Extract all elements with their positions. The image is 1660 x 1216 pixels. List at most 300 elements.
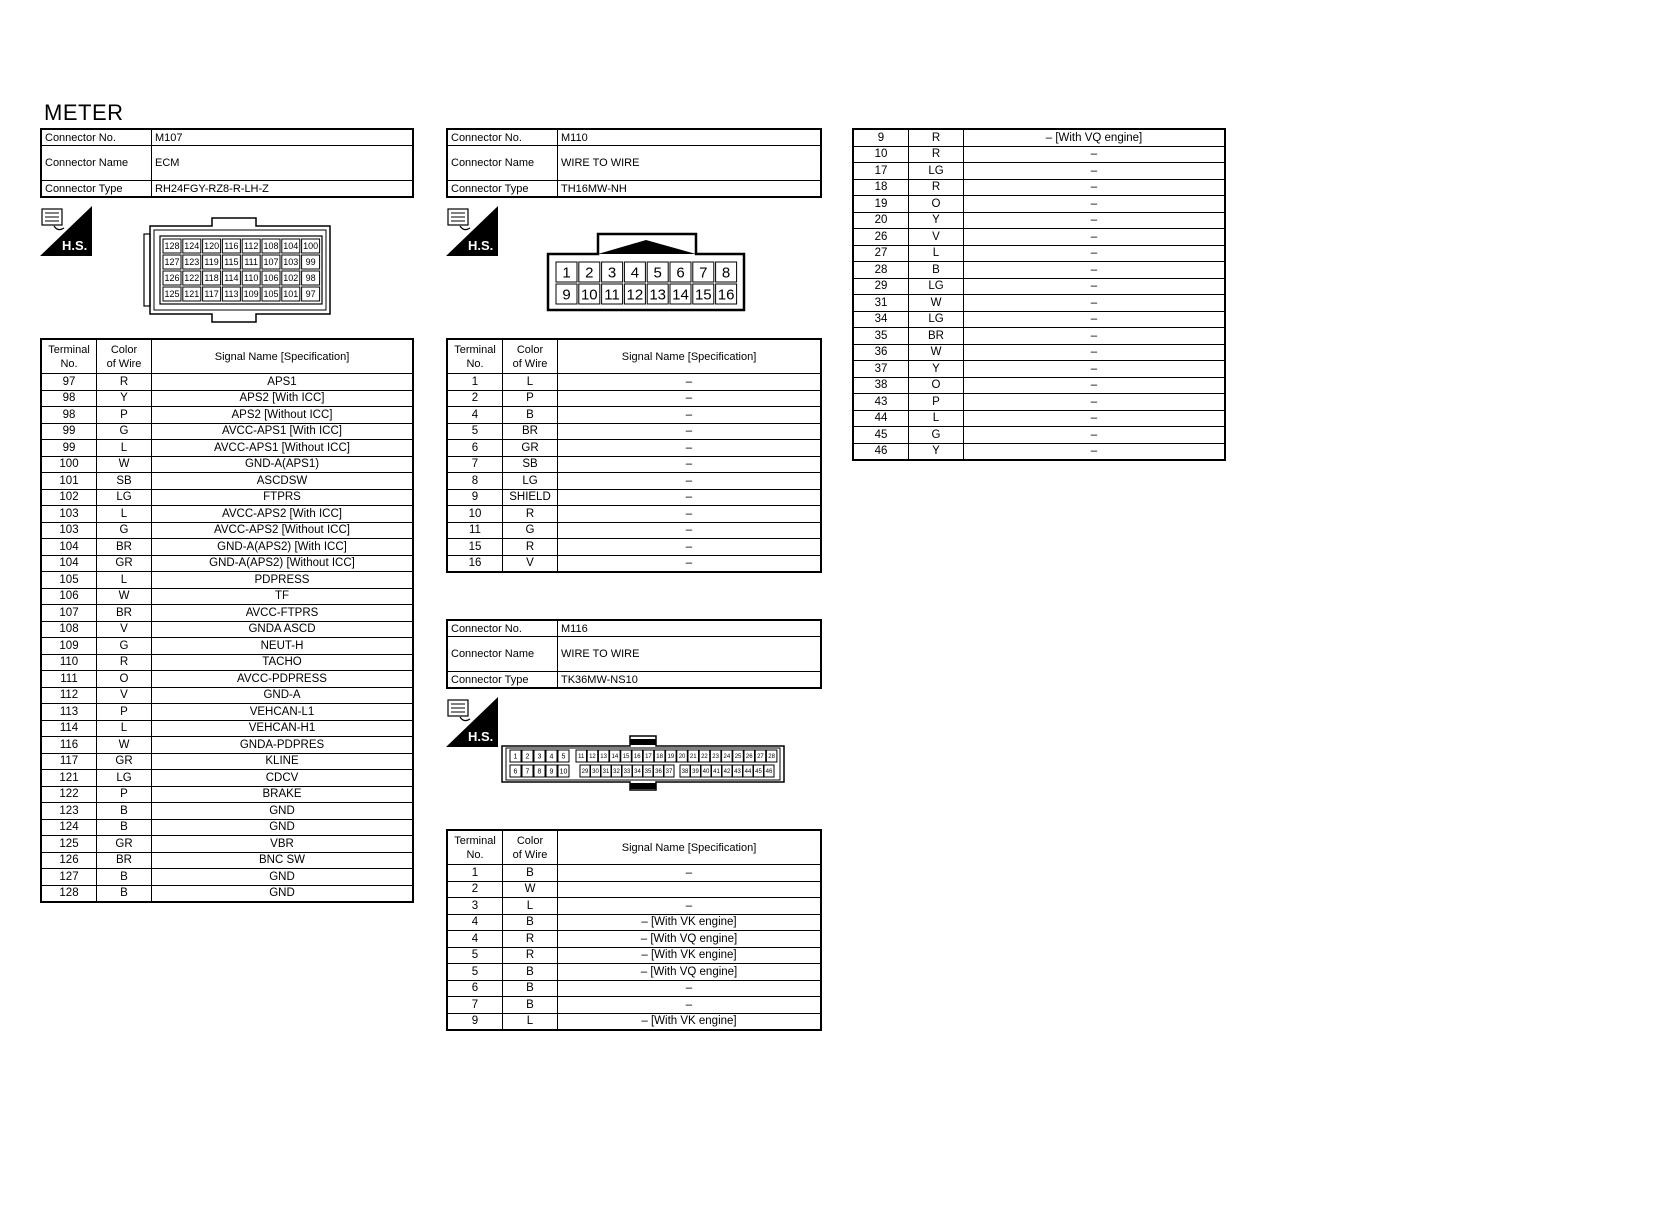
table-row [853, 163, 1225, 180]
signal-name-cell: APS2 [Without ICC] [152, 407, 414, 424]
signal-name-cell: – [964, 163, 1226, 180]
pin-number: 36 [655, 769, 662, 776]
pin-number: 38 [681, 769, 689, 776]
wire-color-cell: B [97, 885, 152, 902]
wire-color-cell: W [909, 344, 964, 361]
wire-color-cell: B [503, 914, 558, 931]
wire-color-cell: L [503, 1013, 558, 1030]
pin-number: 124 [184, 241, 200, 252]
signal-name-cell: – [964, 377, 1226, 394]
wire-color-cell: BR [97, 605, 152, 622]
table-row [853, 344, 1225, 361]
terminal-cell: 3 [447, 898, 503, 915]
pin-number: 16 [717, 286, 735, 304]
table-row [447, 407, 821, 424]
wire-color-cell: O [909, 196, 964, 213]
wire-color-cell: P [97, 704, 152, 721]
terminal-cell: 44 [853, 410, 909, 427]
terminal-cell: 2 [447, 881, 503, 898]
signal-name-cell: – [964, 179, 1226, 196]
signal-name-cell: – [964, 262, 1226, 279]
table-row [447, 522, 821, 539]
wire-color-cell: P [909, 394, 964, 411]
terminal-cell: 9 [447, 489, 503, 506]
signal-name-cell: – [558, 390, 822, 407]
connector-no-label: Connector No. [41, 129, 152, 146]
table-row [41, 555, 413, 572]
m110-terminal-table [446, 338, 822, 573]
wire-color-cell: G [503, 522, 558, 539]
table-row [41, 671, 413, 688]
table-row [447, 374, 821, 391]
signal-name-cell: – [558, 980, 822, 997]
terminal-cell: 98 [41, 390, 97, 407]
wire-color-cell: B [97, 869, 152, 886]
table-row [853, 212, 1225, 229]
pin-number: 97 [305, 289, 316, 300]
signal-name-cell: – [964, 410, 1226, 427]
pin-number: 15 [694, 286, 712, 304]
connector-name-label: Connector Name [447, 637, 558, 672]
pin-number: 101 [283, 289, 299, 300]
table-row [41, 374, 413, 391]
terminal-cell: 35 [853, 328, 909, 345]
wire-color-cell: V [503, 555, 558, 572]
pin-number: 40 [702, 769, 710, 776]
pin-number: 106 [263, 273, 279, 284]
signal-name-cell: AVCC-APS2 [With ICC] [152, 506, 414, 523]
pin-number: 5 [561, 753, 566, 761]
wire-color-cell: BR [97, 539, 152, 556]
wire-color-cell: R [909, 179, 964, 196]
table-row [41, 687, 413, 704]
signal-name-cell: BRAKE [152, 786, 414, 803]
terminal-cell: 117 [41, 753, 97, 770]
wire-color-cell: LG [97, 770, 152, 787]
terminal-cell: 112 [41, 687, 97, 704]
terminal-cell: 100 [41, 456, 97, 473]
pin-number: 121 [184, 289, 200, 300]
m107-connector-type: RH24FGY-RZ8-R-LH-Z [152, 181, 414, 198]
table-row [447, 865, 821, 882]
table-row [853, 129, 1225, 146]
signal-name-cell: – [558, 374, 822, 391]
m110-connector-name: WIRE TO WIRE [558, 146, 822, 181]
table-row [853, 410, 1225, 427]
wire-color-cell: P [97, 786, 152, 803]
signal-name-cell: GND-A(APS2) [Without ICC] [152, 555, 414, 572]
table-row [853, 295, 1225, 312]
table-row [41, 885, 413, 902]
pin-number: 110 [244, 273, 259, 284]
table-row [447, 440, 821, 457]
signal-name-cell: CDCV [152, 770, 414, 787]
pin-number: 13 [600, 754, 607, 761]
page-title: METER [44, 100, 124, 125]
terminal-cell: 128 [41, 885, 97, 902]
pin-number: 24 [723, 754, 731, 761]
wire-color-cell: O [909, 377, 964, 394]
pin-number: 128 [164, 241, 180, 252]
table-row [447, 506, 821, 523]
signal-name-cell: AVCC-APS1 [With ICC] [152, 423, 414, 440]
signal-name-cell: ASCDSW [152, 473, 414, 490]
terminal-cell: 121 [41, 770, 97, 787]
table-row [447, 423, 821, 440]
signal-name-cell: APS2 [With ICC] [152, 390, 414, 407]
pin-number: 9 [562, 286, 571, 304]
pin-number: 28 [768, 754, 775, 761]
terminal-cell: 103 [41, 522, 97, 539]
table-row [41, 770, 413, 787]
pin-number: 39 [692, 769, 699, 776]
table-row [41, 621, 413, 638]
signal-name-cell: FTPRS [152, 489, 414, 506]
pin-number: 33 [623, 769, 631, 776]
wire-color-cell: B [97, 803, 152, 820]
signal-name-cell: GND [152, 869, 414, 886]
signal-name-cell: – [With VK engine] [558, 914, 822, 931]
wire-color-cell: B [503, 980, 558, 997]
terminal-cell: 1 [447, 865, 503, 882]
m107-connector-diagram [140, 216, 340, 324]
terminal-cell: 6 [447, 980, 503, 997]
terminal-cell: 101 [41, 473, 97, 490]
signal-name-cell: – [964, 361, 1226, 378]
m116-connector-diagram [500, 732, 790, 792]
wire-color-cell: W [97, 588, 152, 605]
pin-number: 17 [645, 754, 652, 761]
m110-info-table [446, 128, 822, 198]
signal-name-cell: – [With VK engine] [558, 947, 822, 964]
pin-number: 12 [626, 286, 644, 304]
svg-text:H.S.: H.S. [468, 729, 494, 744]
connector-type-label: Connector Type [447, 181, 558, 198]
wire-color-cell: V [909, 229, 964, 246]
m107-connector-no: M107 [152, 129, 414, 146]
table-row [853, 361, 1225, 378]
signal-name-cell: GND [152, 885, 414, 902]
signal-name-cell: AVCC-APS2 [Without ICC] [152, 522, 414, 539]
table-row [447, 898, 821, 915]
signal-name-cell: GND-A(APS2) [With ICC] [152, 539, 414, 556]
terminal-cell: 37 [853, 361, 909, 378]
terminal-cell: 27 [853, 245, 909, 262]
terminal-header: Terminal No. [447, 339, 503, 374]
pin-number: 108 [263, 241, 279, 252]
terminal-cell: 29 [853, 278, 909, 295]
harness-side-icon [40, 206, 92, 256]
wire-color-cell: BR [503, 423, 558, 440]
signal-header: Signal Name [Specification] [558, 339, 822, 374]
wire-color-cell: R [909, 129, 964, 146]
signal-header: Signal Name [Specification] [152, 339, 414, 374]
signal-name-cell: APS1 [152, 374, 414, 391]
wire-color-cell: BR [909, 328, 964, 345]
wire-color-cell: G [97, 522, 152, 539]
pin-number: 99 [305, 257, 316, 268]
pin-number: 111 [244, 257, 259, 268]
signal-name-cell: – [964, 196, 1226, 213]
table-row [447, 390, 821, 407]
signal-name-cell: PDPRESS [152, 572, 414, 589]
signal-name-cell: NEUT-H [152, 638, 414, 655]
pin-number: 35 [644, 769, 652, 776]
signal-name-cell: GND [152, 819, 414, 836]
signal-name-cell: – [964, 443, 1226, 460]
signal-name-cell: – [558, 898, 822, 915]
wire-color-cell: LG [909, 311, 964, 328]
wire-color-cell: W [503, 881, 558, 898]
pin-number: 20 [678, 754, 686, 761]
pin-number: 102 [283, 273, 299, 284]
signal-name-cell: KLINE [152, 753, 414, 770]
table-row [41, 539, 413, 556]
pin-number: 120 [204, 241, 220, 252]
m110-connector-diagram [546, 232, 746, 312]
table-row [853, 262, 1225, 279]
signal-name-cell: AVCC-FTPRS [152, 605, 414, 622]
pin-number: 31 [602, 769, 610, 776]
table-row [41, 588, 413, 605]
signal-header: Signal Name [Specification] [558, 830, 822, 865]
signal-name-cell: – [558, 407, 822, 424]
pin-number: 122 [184, 273, 200, 284]
pin-number: 23 [712, 754, 719, 761]
signal-name-cell: TACHO [152, 654, 414, 671]
wire-color-cell: R [503, 947, 558, 964]
terminal-cell: 16 [447, 555, 503, 572]
signal-name-cell [558, 881, 822, 898]
pin-number: 100 [303, 241, 319, 252]
table-row [41, 803, 413, 820]
signal-name-cell: – [558, 539, 822, 556]
table-row [41, 522, 413, 539]
table-row [853, 394, 1225, 411]
pin-number: 41 [713, 769, 720, 776]
connector-name-label: Connector Name [41, 146, 152, 181]
signal-name-cell: GND-A [152, 687, 414, 704]
table-row [41, 506, 413, 523]
pin-number: 15 [622, 754, 630, 761]
terminal-cell: 98 [41, 407, 97, 424]
wire-color-cell: V [97, 687, 152, 704]
table-row [853, 443, 1225, 460]
signal-name-cell: – [964, 328, 1226, 345]
wire-color-cell: B [97, 819, 152, 836]
table-row [447, 980, 821, 997]
signal-name-cell: VBR [152, 836, 414, 853]
pin-number: 115 [224, 257, 239, 268]
terminal-cell: 7 [447, 997, 503, 1014]
pin-number: 27 [757, 754, 764, 761]
terminal-cell: 109 [41, 638, 97, 655]
wire-color-cell: W [97, 737, 152, 754]
signal-name-cell: – [558, 506, 822, 523]
signal-name-cell: – [964, 146, 1226, 163]
wire-color-cell: R [503, 506, 558, 523]
terminal-cell: 10 [853, 146, 909, 163]
terminal-cell: 1 [447, 374, 503, 391]
wire-color-cell: GR [97, 555, 152, 572]
pin-number: 21 [689, 754, 697, 761]
pin-number: 14 [611, 754, 619, 761]
m116-connector-name: WIRE TO WIRE [558, 637, 822, 672]
connector-type-label: Connector Type [41, 181, 152, 198]
terminal-cell: 126 [41, 852, 97, 869]
wire-color-cell: L [503, 374, 558, 391]
wire-color-cell: P [503, 390, 558, 407]
signal-name-cell: AVCC-APS1 [Without ICC] [152, 440, 414, 457]
pin-number: 11 [578, 754, 585, 761]
pin-number: 104 [283, 241, 299, 252]
wire-color-cell: LG [97, 489, 152, 506]
table-row [41, 753, 413, 770]
wire-color-cell: SB [97, 473, 152, 490]
m116-connector-type: TK36MW-NS10 [558, 672, 822, 689]
table-row [447, 473, 821, 490]
wire-color-cell: R [503, 539, 558, 556]
harness-side-icon [446, 206, 498, 256]
wire-color-cell: R [503, 931, 558, 948]
table-row [447, 947, 821, 964]
wire-color-cell: B [503, 407, 558, 424]
wire-color-cell: B [503, 997, 558, 1014]
m107-terminal-table [40, 338, 414, 903]
connector-type-label: Connector Type [447, 672, 558, 689]
terminal-cell: 97 [41, 374, 97, 391]
pin-number: 116 [224, 241, 239, 252]
wire-color-cell: G [97, 423, 152, 440]
pin-number: 9 [549, 768, 554, 776]
pin-number: 6 [513, 768, 518, 776]
table-row [41, 390, 413, 407]
terminal-cell: 26 [853, 229, 909, 246]
terminal-cell: 5 [447, 423, 503, 440]
pin-number: 123 [184, 257, 200, 268]
wire-color-cell: L [97, 572, 152, 589]
m110-connector-no: M110 [558, 129, 822, 146]
signal-name-cell: – [964, 295, 1226, 312]
terminal-cell: 9 [853, 129, 909, 146]
wire-color-cell: R [97, 374, 152, 391]
signal-name-cell: – [558, 423, 822, 440]
wire-color-cell: G [97, 638, 152, 655]
pin-number: 1 [562, 264, 571, 282]
terminal-cell: 104 [41, 555, 97, 572]
wire-color-cell: L [909, 245, 964, 262]
color-header: Color of Wire [97, 339, 152, 374]
pin-number: 114 [224, 273, 239, 284]
terminal-cell: 10 [447, 506, 503, 523]
terminal-cell: 106 [41, 588, 97, 605]
pin-number: 117 [204, 289, 219, 300]
table-row [447, 881, 821, 898]
terminal-cell: 108 [41, 621, 97, 638]
signal-name-cell: – [558, 555, 822, 572]
m110-connector-type: TH16MW-NH [558, 181, 822, 198]
terminal-cell: 114 [41, 720, 97, 737]
pin-number: 29 [581, 769, 589, 776]
wire-color-cell: Y [909, 212, 964, 229]
pin-number: 125 [164, 289, 180, 300]
signal-name-cell: – [With VQ engine] [964, 129, 1226, 146]
pin-number: 34 [634, 769, 641, 776]
wire-color-cell: W [909, 295, 964, 312]
table-row [853, 179, 1225, 196]
terminal-cell: 110 [41, 654, 97, 671]
table-row [41, 720, 413, 737]
wire-color-cell: Y [97, 390, 152, 407]
terminal-cell: 20 [853, 212, 909, 229]
signal-name-cell: GNDA ASCD [152, 621, 414, 638]
table-row [447, 931, 821, 948]
pin-number: 10 [580, 286, 598, 304]
terminal-cell: 116 [41, 737, 97, 754]
table-row [41, 638, 413, 655]
table-row [447, 555, 821, 572]
signal-name-cell: GND-A(APS1) [152, 456, 414, 473]
table-row [853, 278, 1225, 295]
pin-number: 45 [755, 769, 762, 776]
pin-number: 8 [721, 264, 731, 282]
table-row [447, 539, 821, 556]
terminal-header: Terminal No. [41, 339, 97, 374]
pin-number: 4 [630, 264, 640, 282]
pin-number: 19 [667, 754, 675, 761]
table-row [41, 786, 413, 803]
wire-color-cell: L [909, 410, 964, 427]
table-row [41, 819, 413, 836]
wire-color-cell: LG [909, 163, 964, 180]
table-row [41, 704, 413, 721]
table-row [853, 245, 1225, 262]
m116-terminal-table [446, 829, 822, 1031]
pin-number: 25 [734, 754, 742, 761]
pin-number: 44 [744, 769, 752, 776]
wire-color-cell: LG [909, 278, 964, 295]
pin-number: 103 [283, 257, 299, 268]
terminal-cell: 43 [853, 394, 909, 411]
terminal-cell: 111 [41, 671, 97, 688]
pin-number: 4 [549, 753, 554, 761]
table-row [41, 605, 413, 622]
wire-color-cell: L [97, 720, 152, 737]
pin-number: 8 [537, 768, 542, 776]
harness-side-icon [446, 697, 498, 747]
table-row [41, 654, 413, 671]
terminal-cell: 127 [41, 869, 97, 886]
wire-color-cell: B [909, 262, 964, 279]
terminal-cell: 11 [447, 522, 503, 539]
terminal-cell: 4 [447, 407, 503, 424]
pin-number: 13 [649, 286, 667, 304]
pin-number: 107 [263, 257, 279, 268]
pin-number: 113 [224, 289, 239, 300]
signal-name-cell: – [558, 522, 822, 539]
terminal-header: Terminal No. [447, 830, 503, 865]
pin-number: 7 [525, 768, 530, 776]
signal-name-cell: GNDA-PDPRES [152, 737, 414, 754]
wire-color-cell: GR [503, 440, 558, 457]
table-row [41, 852, 413, 869]
color-header: Color of Wire [503, 830, 558, 865]
table-row [41, 836, 413, 853]
terminal-cell: 18 [853, 179, 909, 196]
table-row [853, 328, 1225, 345]
table-row [447, 914, 821, 931]
wire-color-cell: L [97, 506, 152, 523]
